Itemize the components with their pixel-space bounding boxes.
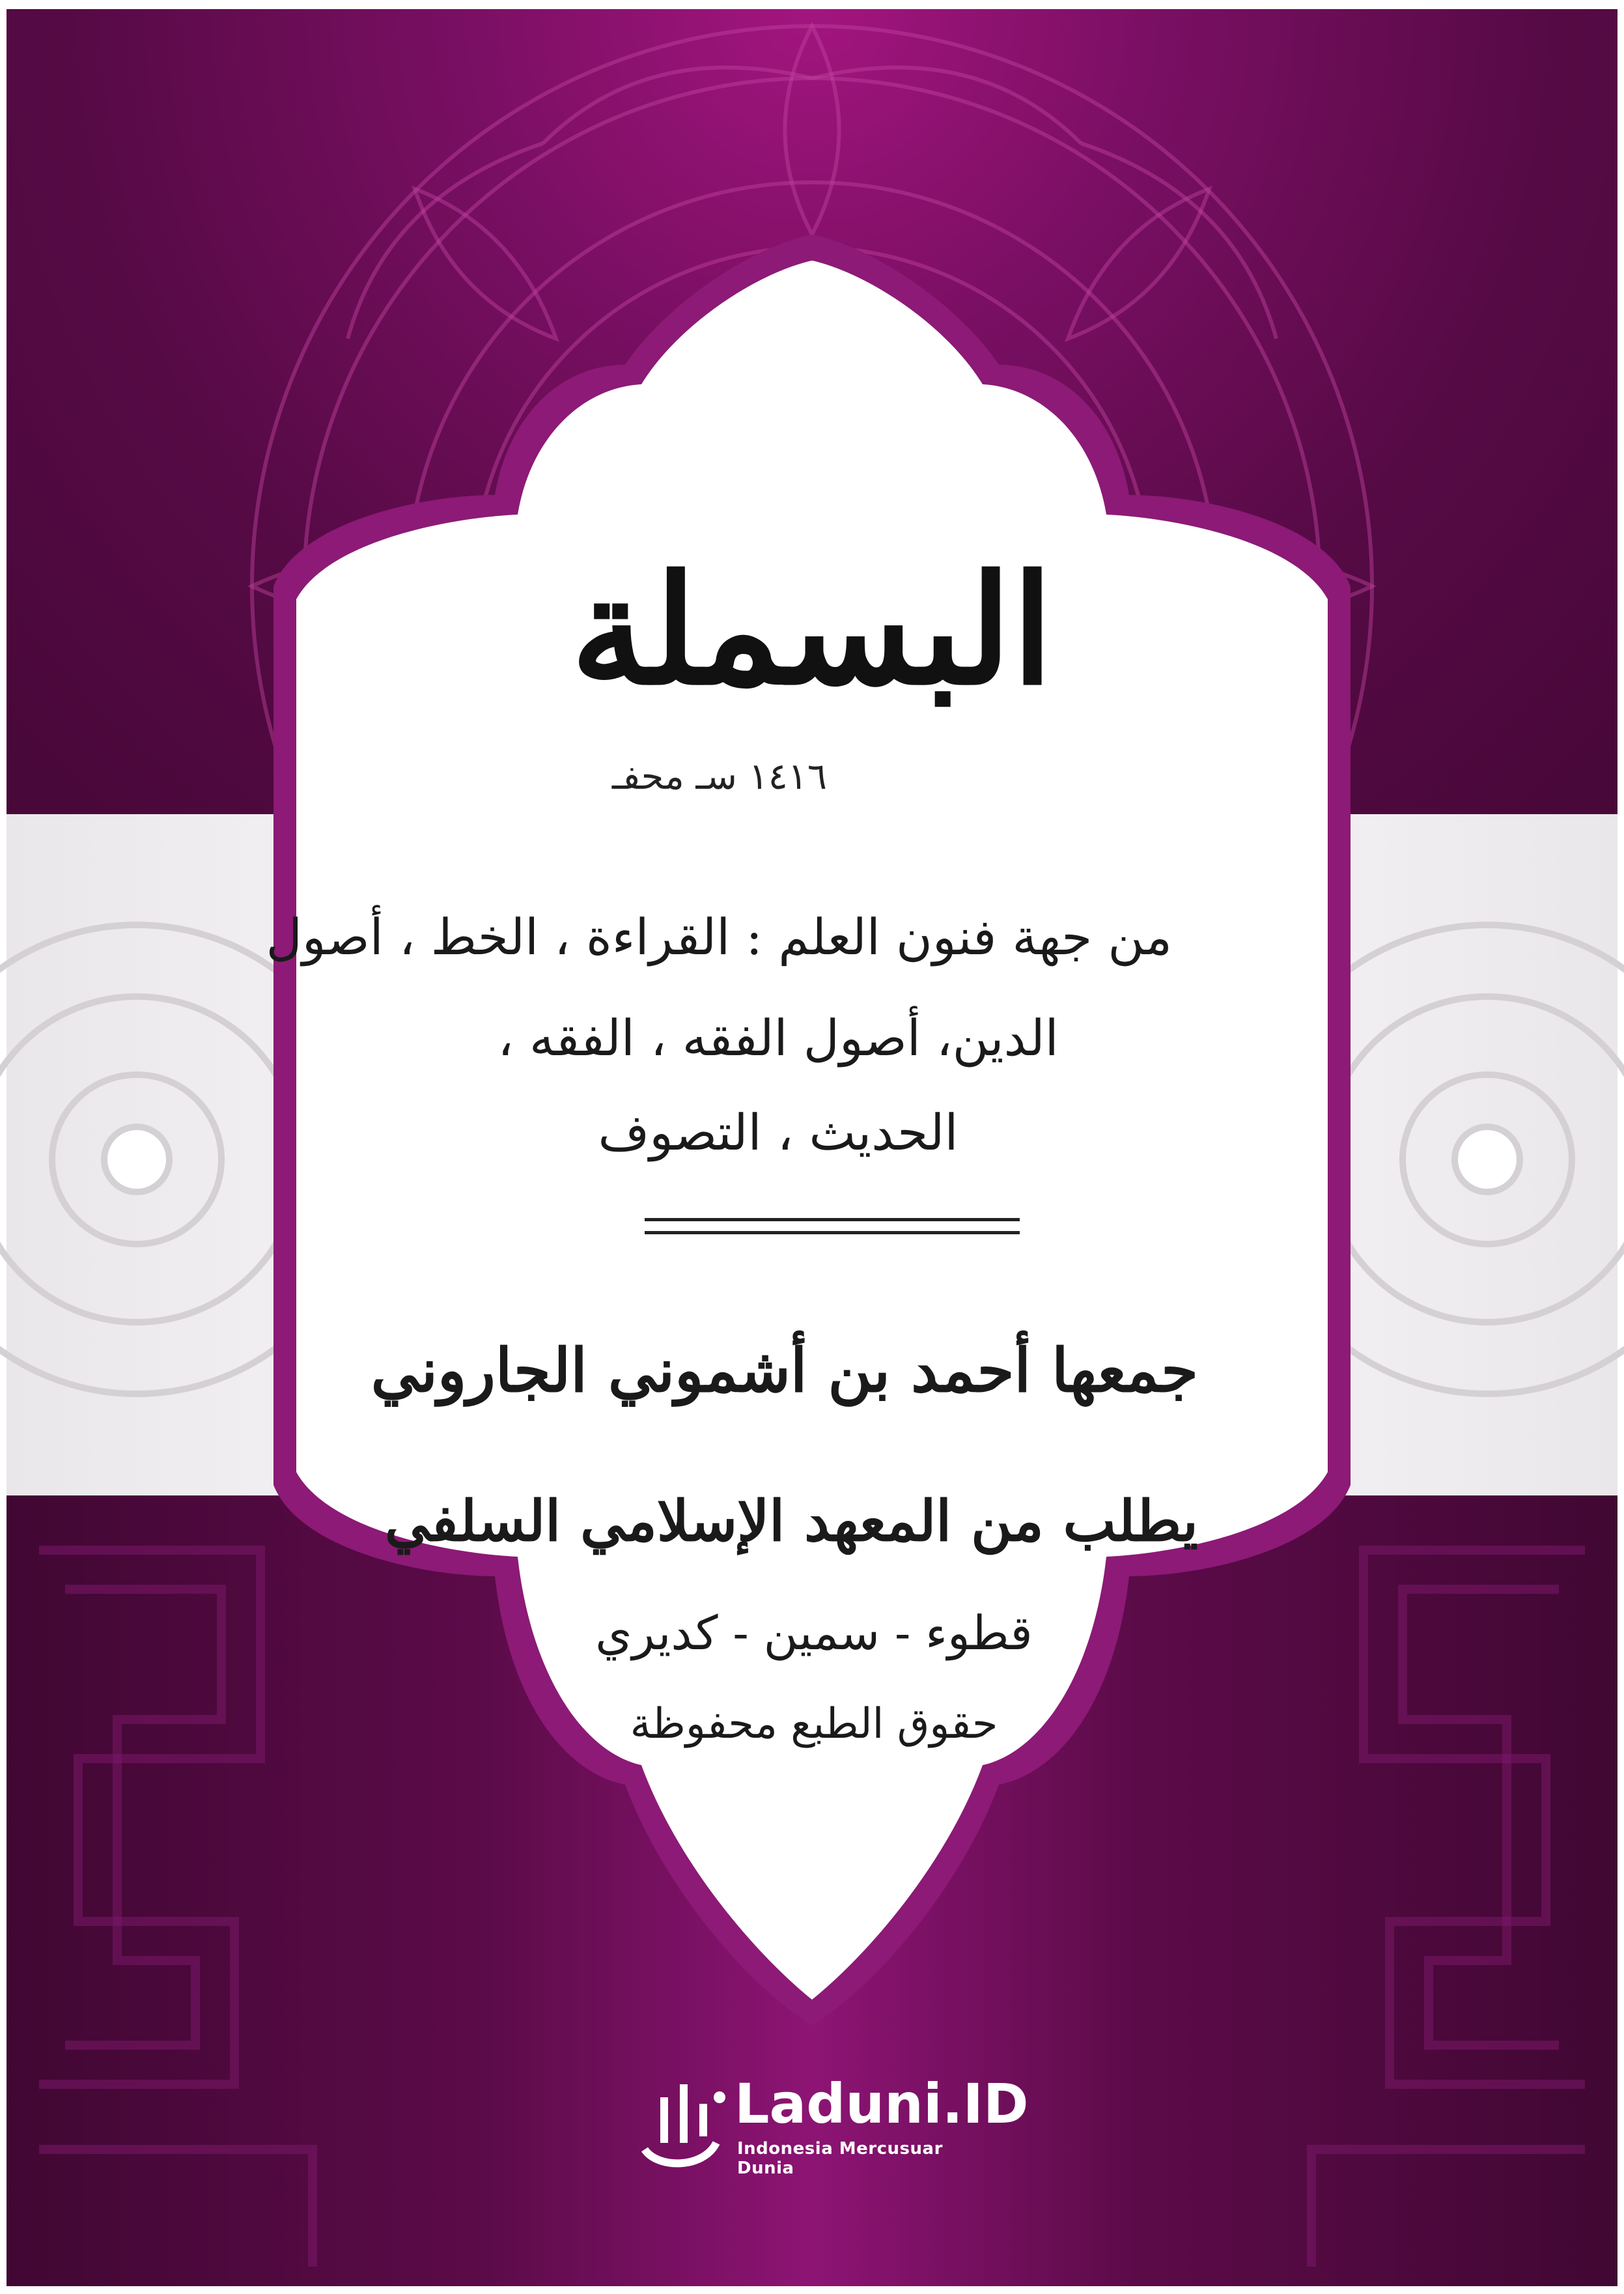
- publisher-line: يطلب من المعهد الإسلامي السلفي: [384, 1488, 1198, 1554]
- brand-name: Laduni.ID: [735, 2072, 1029, 2136]
- brand-logo: [632, 2071, 1029, 2178]
- subtitle-line-3: الحديث ، التصوف: [598, 1103, 959, 1161]
- book-title: البسملة: [570, 543, 1054, 718]
- divider-line-top: [645, 1218, 1020, 1221]
- subtitle-line-1: من جهة فنون العلم : القراءة ، الخط ، أصول: [266, 908, 1172, 966]
- location-line: قطوء - سمين - كديري: [595, 1606, 1033, 1660]
- subtitle-line-2: الدين، أصول الفقه ، الفقه ،: [497, 1009, 1059, 1067]
- rights-line: حقوق الطبع محفوظة: [630, 1700, 998, 1748]
- divider-line-bottom: [645, 1231, 1020, 1234]
- laduni-calligraphy-icon: [632, 2071, 736, 2175]
- author-line: جمعها أحمد بن أشموني الجاروني: [371, 1335, 1198, 1406]
- brand-tagline: Indonesia Mercusuar Dunia: [737, 2139, 943, 2178]
- title-note: ١٤١٦ سـ محفـ: [611, 756, 827, 798]
